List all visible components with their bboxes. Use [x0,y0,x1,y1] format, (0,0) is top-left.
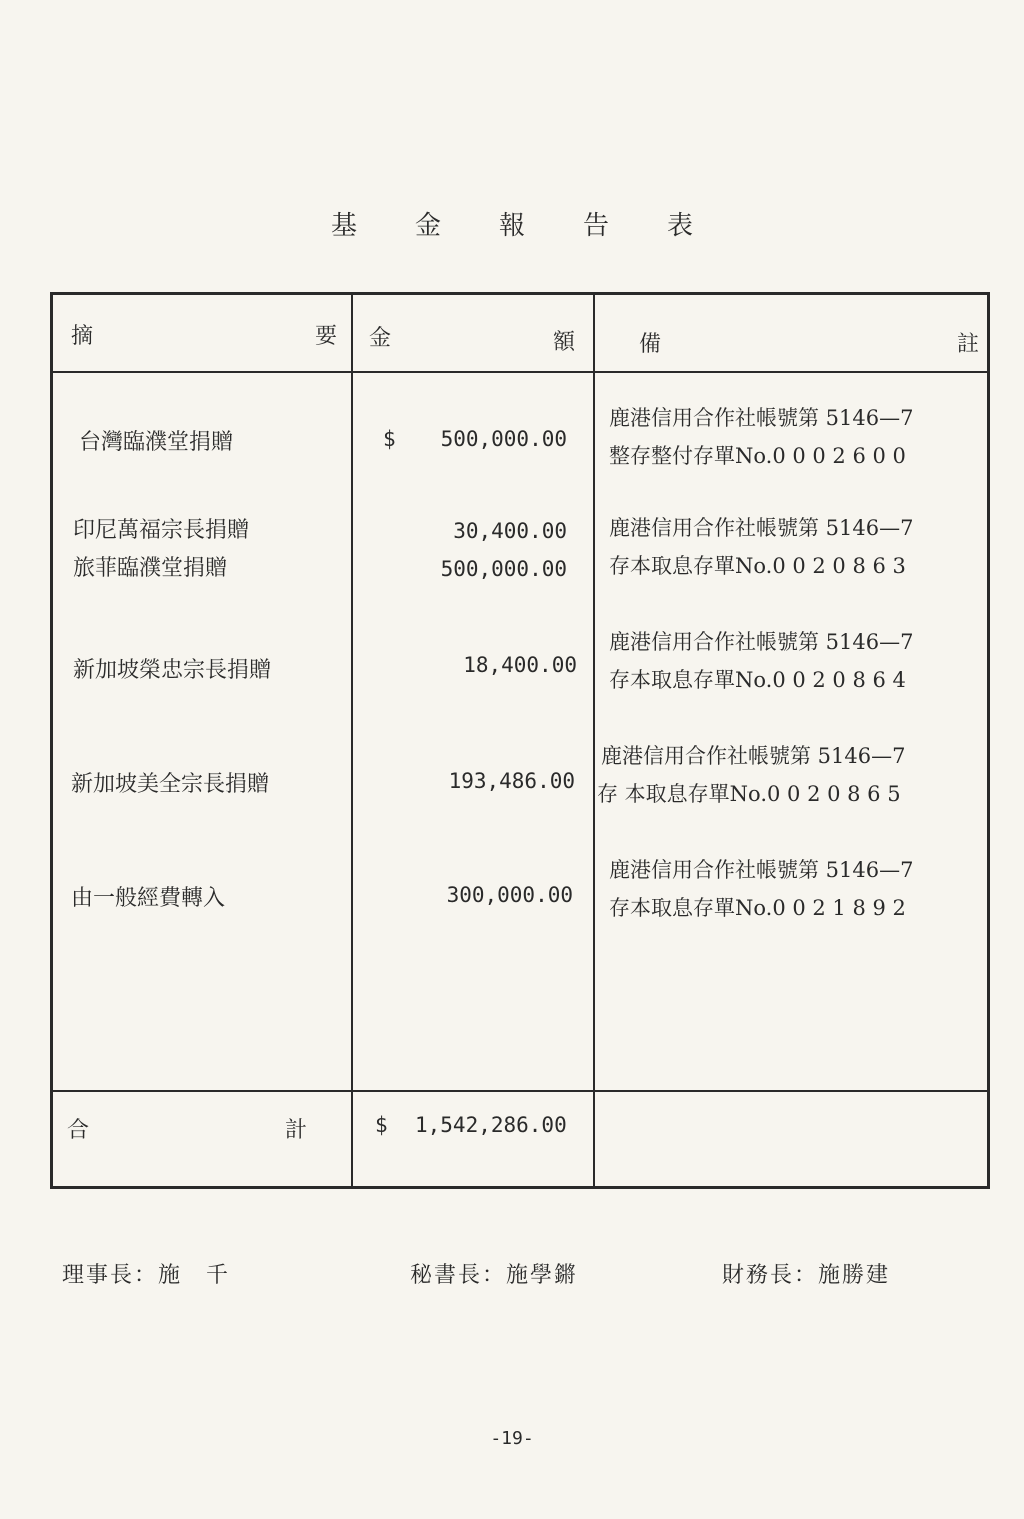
row-description: 旅菲臨濮堂捐贈 [73,556,228,581]
row-description: 台灣臨濮堂捐贈 [79,430,234,455]
row-currency: $ [383,427,396,451]
row-description: 新加坡榮忠宗長捐贈 [73,658,272,683]
row-remark: 鹿港信用合作社帳號第 5146—7 [601,744,906,768]
fund-report-table [50,292,990,1189]
total-label-right: 計 [285,1118,308,1143]
row-remark: 鹿港信用合作社帳號第 5146—7 [609,516,914,540]
row-amount: 30,400.00 [453,519,567,543]
total-divider [53,1090,987,1092]
row-remark: 鹿港信用合作社帳號第 5146—7 [609,406,914,430]
header-divider [53,371,987,373]
signature-line [0,1258,1024,1298]
header-amount-right: 額 [553,330,576,355]
row-remark: 存本取息存單No.0 0 2 0 8 6 4 [609,668,906,692]
row-amount: 300,000.00 [446,883,573,907]
row-remark: 鹿港信用合作社帳號第 5146—7 [609,858,914,882]
header-remarks-right: 註 [957,332,980,357]
secretary-signature: 秘書長：施學鏘 [410,1263,579,1288]
title-char: 告 [583,211,610,241]
row-description: 印尼萬福宗長捐贈 [73,518,250,543]
title-char: 表 [667,211,694,241]
row-amount: 193,486.00 [448,769,575,793]
title-char: 基 [330,211,357,241]
row-remark: 存本取息存單No.0 0 2 0 8 6 3 [609,554,906,578]
chairman-signature: 理事長：施 千 [62,1263,231,1288]
row-amount: 18,400.00 [463,653,577,677]
row-remark: 鹿港信用合作社帳號第 5146—7 [609,630,914,654]
total-amount: 1,542,286.00 [415,1113,567,1137]
title-char: 報 [498,211,525,241]
title-char: 金 [414,211,441,241]
header-summary-right: 要 [315,324,338,349]
row-remark: 存 本取息存單No.0 0 2 0 8 6 5 [597,782,901,806]
total-currency: $ [375,1113,388,1137]
header-amount-left: 金 [369,326,392,351]
header-summary-left: 摘 [71,324,94,349]
row-remark: 存本取息存單No.0 0 2 1 8 9 2 [609,896,906,920]
row-amount: 500,000.00 [440,427,567,451]
column-divider [351,295,353,1186]
row-remark: 整存整付存單No.0 0 0 2 6 0 0 [609,444,906,468]
column-divider [593,295,595,1186]
row-description: 由一般經費轉入 [71,886,226,911]
row-amount: 500,000.00 [440,557,567,581]
report-title [0,205,1024,242]
page-number: -19- [490,1428,534,1449]
total-label-left: 合 [67,1118,90,1143]
header-remarks-left: 備 [639,332,662,357]
row-description: 新加坡美全宗長捐贈 [71,772,270,797]
treasurer-signature: 財務長：施勝建 [722,1263,891,1288]
